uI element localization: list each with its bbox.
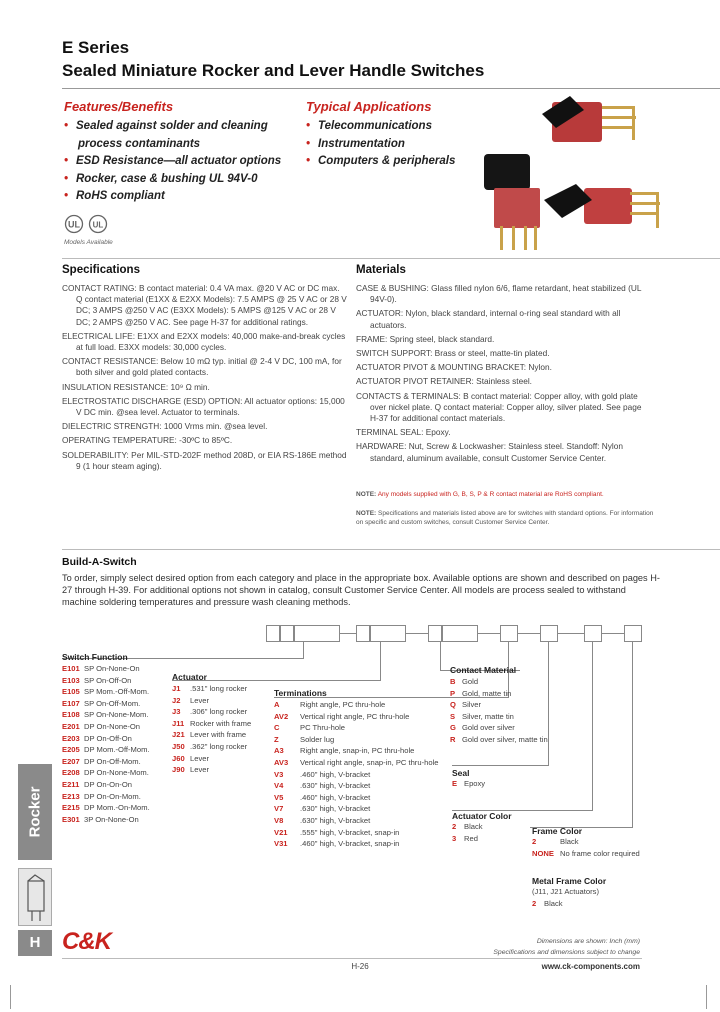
option-row: V8 .630" high, V-bracket — [274, 815, 371, 825]
option-row: E211 DP On-On-On — [62, 779, 132, 789]
order-box[interactable] — [624, 625, 642, 642]
option-row: G Gold over silver — [450, 723, 515, 733]
option-row: E103 SP On-Off-On — [62, 675, 132, 685]
material-item: ACTUATOR: Nylon, black standard, internal o-ring seal standard with all actuators. — [356, 308, 621, 330]
rohs-note: NOTE: Any models supplied with G, B, S, P & R contact material are RoHS compliant. — [356, 491, 604, 498]
option-row: AV3 Vertical right angle, snap-in, PC thru-hole — [274, 757, 439, 767]
category-tab-label: Rocker — [26, 786, 44, 838]
spec-item: DIELECTRIC STRENGTH: 1000 Vrms min. @sea level. — [62, 421, 268, 432]
option-row: C PC Thru-hole — [274, 723, 346, 733]
option-row: AV2 Vertical right angle, PC thru-hole — [274, 711, 410, 721]
terminations-list — [274, 699, 438, 850]
option-row: J2 Lever — [172, 695, 209, 705]
option-row: V4 .630" high, V-bracket — [274, 781, 371, 791]
spec-item: ELECTRICAL LIFE: E1XX and E2XX models: 40,000 make-and-break cycles at full load. E3XX models: 30,000 cycles. — [62, 330, 346, 353]
order-box[interactable] — [540, 625, 558, 642]
terminations-group — [274, 688, 438, 850]
actuator-group — [172, 672, 251, 776]
option-row: J60 Lever — [172, 753, 209, 763]
order-dash — [406, 633, 428, 634]
option-row: E101 SP On-None-On — [62, 664, 140, 673]
option-row: E301 3P On-None-On — [62, 814, 139, 824]
connector-line — [548, 641, 549, 766]
seal-group — [452, 768, 485, 790]
order-dash — [518, 633, 540, 634]
terminations-heading: Terminations — [274, 688, 327, 698]
header-rule — [62, 88, 720, 89]
order-box[interactable] — [500, 625, 518, 642]
trim-mark — [10, 985, 11, 1009]
order-dash — [340, 633, 356, 634]
option-row: E215 DP Mom.-On-Mom. — [62, 803, 150, 813]
order-dash — [602, 633, 624, 634]
section-tab — [18, 930, 52, 956]
switch-function-list — [62, 663, 150, 825]
order-box[interactable] — [294, 625, 340, 642]
series-title: E Series — [62, 38, 130, 57]
contact-material-list — [450, 676, 548, 746]
option-row: J1 .531" long rocker — [172, 684, 248, 693]
feature-item: • Rocker, case & bushing UL 94V-0 — [64, 172, 258, 185]
material-item: TERMINAL SEAL: Epoxy. — [356, 427, 451, 438]
switch-function-group — [62, 652, 150, 825]
option-row: J3 .306" long rocker — [172, 707, 248, 717]
order-box[interactable] — [356, 625, 370, 642]
trim-mark — [706, 985, 707, 1009]
product-photo — [472, 92, 672, 252]
section-letter: H — [29, 934, 41, 951]
option-row: J50 .362" long rocker — [172, 741, 248, 751]
svg-text:UL: UL — [68, 219, 80, 230]
actuator-color-heading: Actuator Color — [452, 811, 512, 821]
option-row: A3 Right angle, snap-in, PC thru-hole — [274, 746, 415, 756]
option-row: E207 DP On-Off-Mom. — [62, 756, 141, 766]
material-item: SWITCH SUPPORT: Brass or steel, matte-tin plated. — [356, 348, 550, 359]
option-row: E108 SP On-None-Mom. — [62, 710, 149, 720]
feature-item: • Sealed against solder and cleaning process contaminants — [64, 120, 268, 150]
frame-color-group — [532, 826, 640, 859]
option-row: E105 SP Mom.-Off-Mom. — [62, 687, 150, 697]
feature-item: • ESD Resistance—all actuator options — [64, 155, 282, 167]
build-intro: To order, simply select desired option from each category and place in the appropriate box. Available options are shown and described on pages H-27 through H-39. For additional options not shown in catalog, consult Customer Service Center. All models are process sealed to withstand machine soldering temperatures and pressure wash cleaning methods. — [62, 573, 660, 608]
dimensions-note: Dimensions are shown: Inch (mm) — [536, 938, 640, 945]
category-tab — [18, 764, 52, 860]
option-row: V21 .555" high, V-bracket, snap-in — [274, 827, 400, 837]
option-row: E Epoxy — [452, 779, 486, 788]
option-row: V3 .460" high, V-bracket — [274, 769, 371, 779]
website-link[interactable]: www.ck-components.com — [541, 962, 640, 971]
spec-item: OPERATING TEMPERATURE: -30ºC to 85ºC. — [62, 435, 233, 446]
connector-line — [303, 641, 304, 659]
option-row: E208 DP On-None-Mom. — [62, 768, 149, 778]
option-row: E201 DP On-None-On — [62, 721, 140, 731]
option-row: 2 Black — [452, 822, 483, 831]
connector-line — [592, 641, 593, 811]
option-row: P Gold, matte tin — [450, 688, 512, 698]
contact-material-group — [450, 665, 548, 746]
option-row: S Silver, matte tin — [450, 711, 514, 721]
option-row: Q Silver — [450, 700, 481, 710]
actuator-heading: Actuator — [172, 672, 207, 682]
option-row: 2 Black — [532, 898, 563, 908]
feature-item: • RoHS compliant — [64, 190, 165, 202]
order-dash — [558, 633, 584, 634]
connector-line — [380, 641, 381, 681]
option-row: A Right angle, PC thru-hole — [274, 700, 386, 709]
features-heading: Features/Benefits — [64, 99, 174, 114]
order-box[interactable] — [280, 625, 294, 642]
seal-heading: Seal — [452, 768, 470, 778]
spec-item: INSULATION RESISTANCE: 10⁹ Ω min. — [62, 381, 210, 392]
option-row: 3 Red — [452, 833, 478, 843]
switch-body-left — [494, 188, 540, 228]
connector-line — [440, 641, 441, 671]
metal-frame-color-sub: (J11, J21 Actuators) — [532, 887, 599, 896]
spec-item: CONTACT RESISTANCE: Below 10 mΩ typ. initial @ 2-4 V DC, 100 mA, for both silver and gold plated contacts. — [62, 356, 342, 378]
option-row: J90 Lever — [172, 765, 209, 775]
option-row: E203 DP On-Off-On — [62, 733, 132, 743]
application-item: • Computers & peripherals — [306, 155, 456, 167]
footer-rule — [62, 958, 642, 959]
metal-frame-color-heading: Metal Frame Color — [532, 876, 607, 886]
specifications-change-note: Specifications and dimensions subject to change — [493, 949, 640, 956]
option-row: B Gold — [450, 677, 479, 686]
actuator-list — [172, 683, 251, 776]
option-row: V7 .630" high, V-bracket — [274, 804, 371, 814]
material-item: ACTUATOR PIVOT RETAINER: Stainless steel. — [356, 376, 532, 387]
option-row: E213 DP On-On-Mom. — [62, 791, 141, 801]
frame-color-heading: Frame Color — [532, 826, 583, 836]
order-box[interactable] — [442, 625, 478, 642]
ul-csa-marks-icon — [64, 212, 120, 238]
applications-heading: Typical Applications — [306, 99, 432, 114]
rocker-black-left — [484, 154, 530, 190]
material-item: HARDWARE: Nut, Screw & Lockwasher: Stainless steel. Standoff: Nylon standard, aluminum available, consult Customer Service Center. — [356, 441, 623, 463]
material-item: CONTACTS & TERMINALS: B contact material: Copper alloy, with gold plate over nickel plate. Q contact material: Copper alloy, silver plated. See page H-37 for additional contact materials. — [356, 390, 642, 424]
option-row: 2 Black — [532, 837, 579, 846]
svg-text:UL: UL — [92, 220, 104, 230]
ck-logo: C&K — [62, 928, 111, 955]
section-rule — [62, 258, 720, 259]
option-row: E205 DP Mom.-Off-Mom. — [62, 745, 150, 755]
cert-caption: Models Available — [64, 239, 113, 246]
applications-list — [306, 118, 476, 171]
order-box[interactable] — [266, 625, 280, 642]
option-row: J11 Rocker with frame — [172, 718, 252, 728]
connector-line — [632, 641, 633, 828]
switch-function-heading: Switch Function — [62, 652, 128, 662]
switch-body-right — [584, 188, 632, 224]
materials-list — [356, 283, 646, 467]
specifications-heading: Specifications — [62, 264, 140, 276]
page-number: H-26 — [351, 962, 369, 971]
option-row: NONE No frame color required — [532, 848, 640, 858]
option-row: E107 SP On-Off-Mom. — [62, 698, 141, 708]
metal-frame-color-group — [532, 876, 606, 909]
actuator-color-group — [452, 811, 512, 844]
option-row: V31 .460" high, V-bracket, snap-in — [274, 839, 400, 849]
connector-line — [452, 765, 549, 766]
materials-heading: Materials — [356, 264, 406, 276]
material-item: FRAME: Spring steel, black standard. — [356, 333, 495, 344]
spec-item: CONTACT RATING: B contact material: 0.4 VA max. @20 V AC or DC max. Q contact material (E1XX & E2XX Models): 7.5 AMPS @ 25 V AC or 28 V DC; 3 AMPS @250 V AC (E3XX Models): 5 AMPS @125 V AC or 28 V DC; 2 AMPS @250 V AC. See page H-37 for additional ratings. — [62, 283, 347, 327]
features-list — [64, 118, 304, 206]
option-row: R Gold over silver, matte tin — [450, 734, 548, 744]
rocker-switch-icon — [18, 868, 52, 926]
build-heading: Build-A-Switch — [62, 556, 137, 568]
contact-material-heading: Contact Material — [450, 665, 517, 675]
material-item: ACTUATOR PIVOT & MOUNTING BRACKET: Nylon. — [356, 362, 552, 373]
spec-note: NOTE: Specifications and materials listed above are for switches with standard options. For information on specific and custom switches, consult Customer Service Center. — [356, 510, 654, 526]
application-item: • Instrumentation — [306, 137, 405, 150]
material-item: CASE & BUSHING: Glass filled nylon 6/6, flame retardant, heat stabilized (UL 94V-0). — [356, 283, 642, 305]
specifications-list — [62, 283, 348, 475]
order-box[interactable] — [584, 625, 602, 642]
order-box[interactable] — [370, 625, 406, 642]
page-title: Sealed Miniature Rocker and Lever Handle Switches — [62, 61, 485, 80]
order-box[interactable] — [428, 625, 442, 642]
option-row: Z Solder lug — [274, 734, 335, 744]
spec-item: ELECTROSTATIC DISCHARGE (ESD) OPTION: All actuator options: 15,000 V DC min. @sea level. Actuator to terminals. — [62, 395, 345, 418]
option-row: V5 .460" high, V-bracket — [274, 792, 371, 802]
option-row: J21 Lever with frame — [172, 730, 247, 740]
application-item: • Telecommunications — [306, 120, 432, 132]
section-rule — [62, 549, 720, 550]
order-dash — [478, 633, 500, 634]
spec-item: SOLDERABILITY: Per MIL-STD-202F method 208D, or EIA RS-186E method 9 (1 hour steam aging). — [62, 449, 347, 471]
